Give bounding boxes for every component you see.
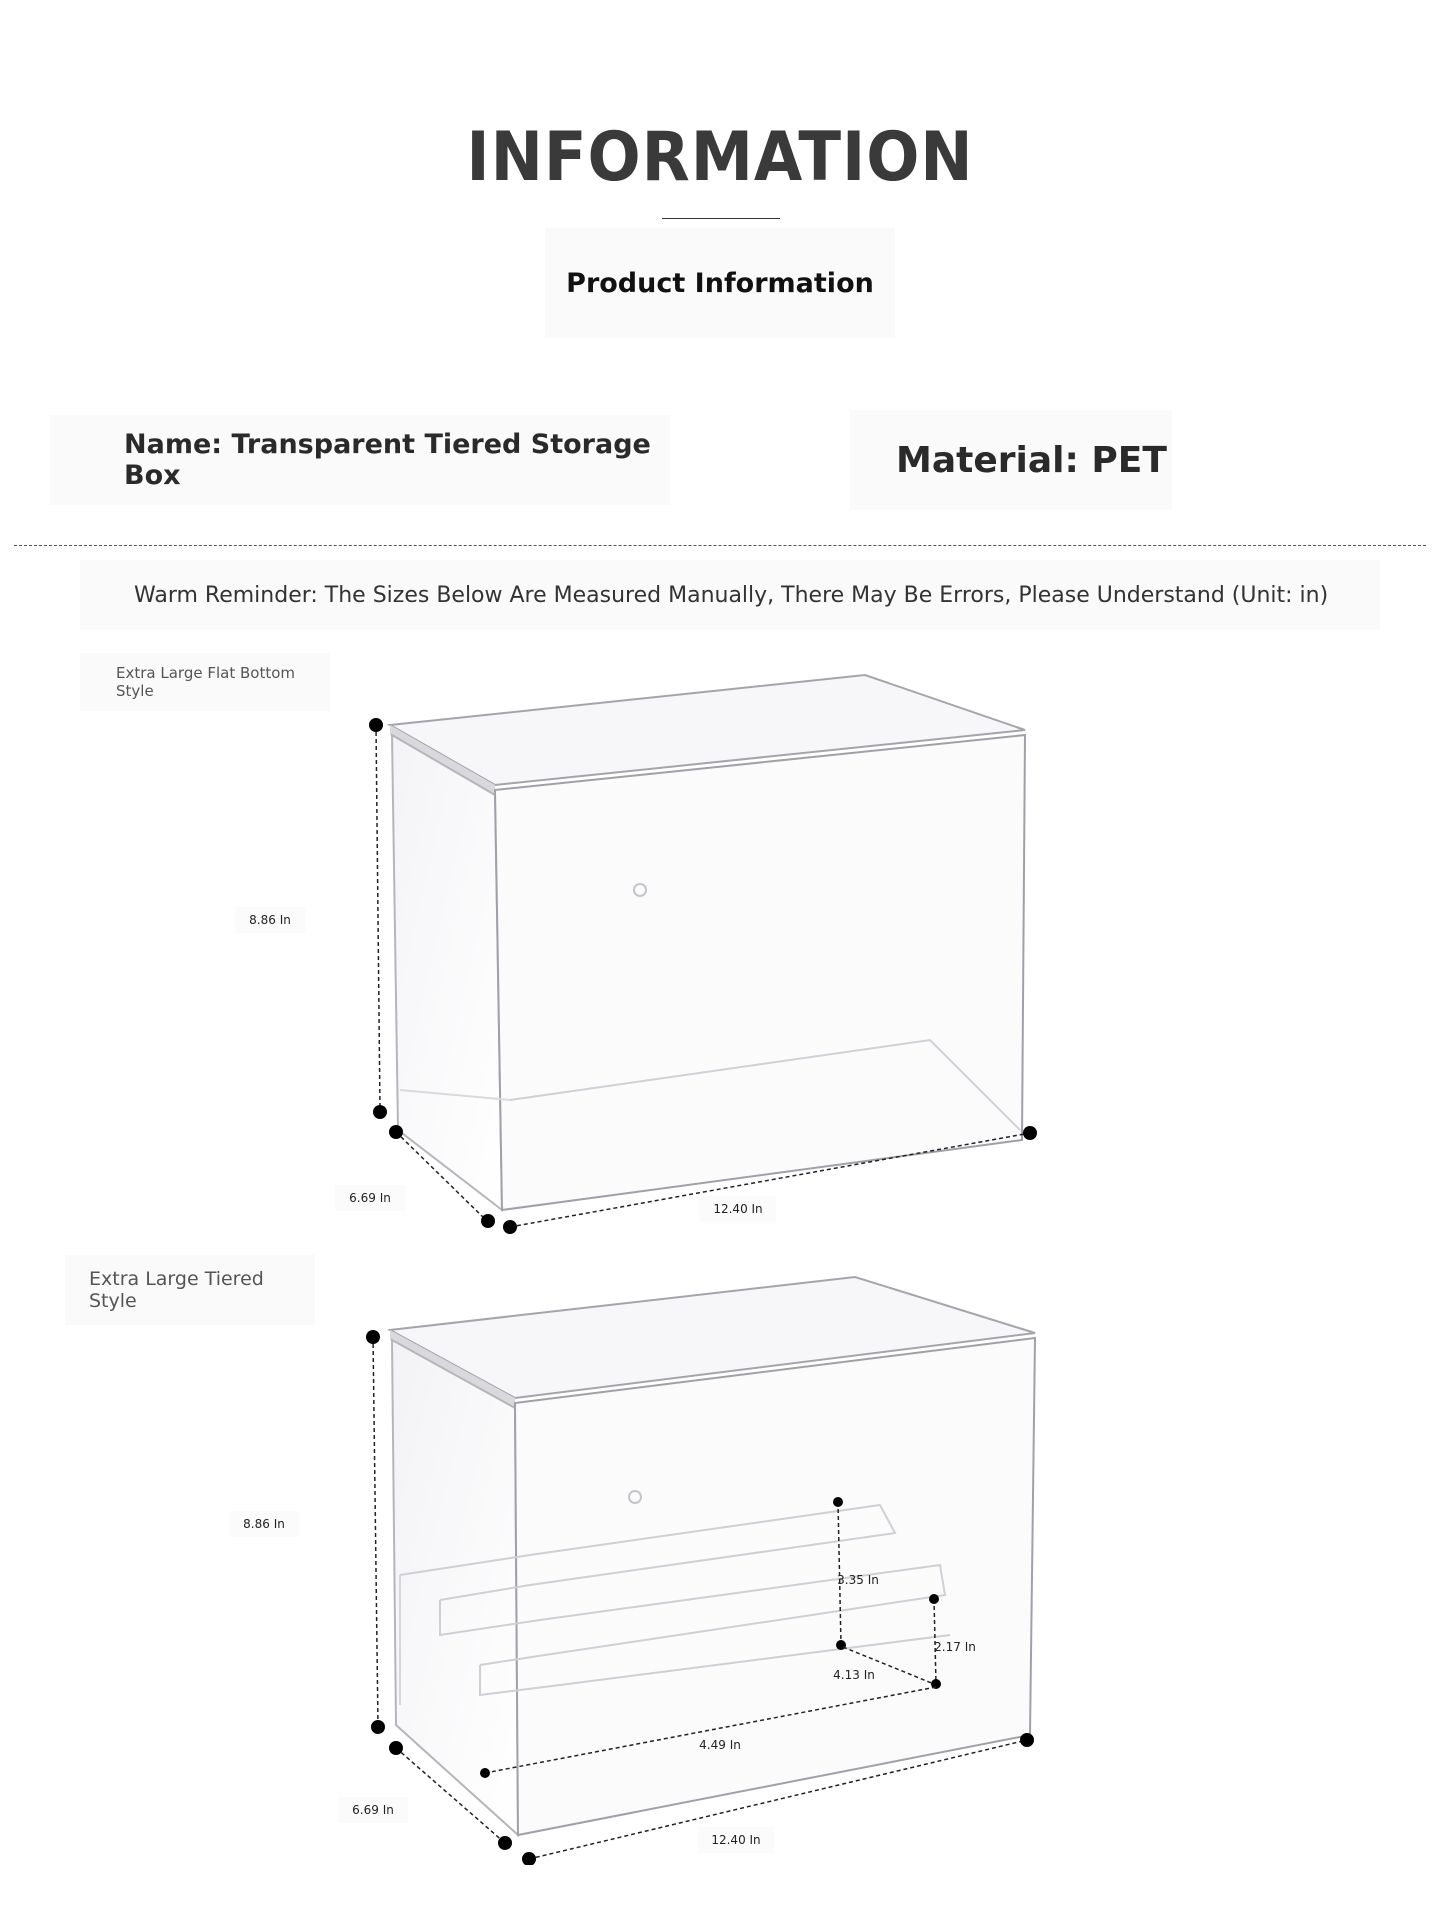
dim-point <box>833 1497 843 1507</box>
style-label-tiered: Extra Large Tiered Style <box>65 1255 315 1325</box>
dim-point <box>836 1640 846 1650</box>
dim-height-label: 8.86 In <box>235 907 305 933</box>
dim-point <box>498 1836 512 1850</box>
dim-point <box>522 1852 536 1865</box>
dim-width-label: 12.40 In <box>697 1827 774 1853</box>
dim-point <box>373 1105 387 1119</box>
dim-width-label: 12.40 In <box>699 1196 776 1222</box>
dim-point <box>371 1720 385 1734</box>
product-name: Name: Transparent Tiered Storage Box <box>50 415 670 505</box>
dim-point <box>369 718 383 732</box>
page-heading: INFORMATION <box>466 118 974 197</box>
dim-point <box>366 1330 380 1344</box>
dim-tier-depth-label: 4.13 In <box>833 1668 875 1682</box>
flat-bottom-box-image <box>0 660 1440 1260</box>
dim-height-label: 8.86 In <box>229 1511 299 1537</box>
dim-tier-upper-label: 3.35 In <box>837 1573 879 1587</box>
dim-point <box>389 1741 403 1755</box>
measurement-reminder: Warm Reminder: The Sizes Below Are Measured Manually, There May Be Errors, Please Understand (Unit: in) <box>80 560 1380 630</box>
dim-point <box>503 1220 517 1234</box>
heading-divider <box>662 218 780 219</box>
dim-point <box>481 1214 495 1228</box>
dim-tier-width-label: 4.49 In <box>699 1738 741 1752</box>
dim-point <box>929 1594 939 1604</box>
tiered-box-image <box>0 1265 1440 1865</box>
dim-depth-label: 6.69 In <box>335 1185 405 1211</box>
section-subtitle: Product Information <box>545 228 895 338</box>
dim-tier-lower-label: 2.17 In <box>934 1640 976 1654</box>
product-material: Material: PET <box>850 410 1172 510</box>
dim-point <box>389 1125 403 1139</box>
dim-point <box>1020 1733 1034 1747</box>
dim-depth-label: 6.69 In <box>338 1797 408 1823</box>
style-label-flat: Extra Large Flat Bottom Style <box>80 653 330 711</box>
dashed-divider <box>14 545 1426 546</box>
dim-point <box>480 1768 490 1778</box>
dim-point <box>1023 1126 1037 1140</box>
